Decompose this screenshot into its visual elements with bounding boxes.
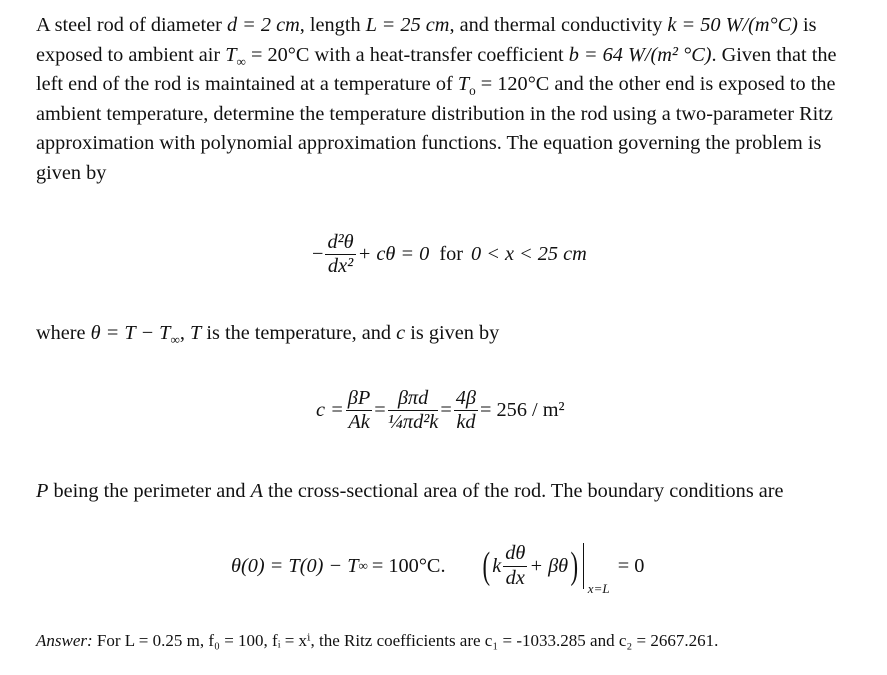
text-segment: is exposed to ambient air [36, 14, 817, 66]
infinity-subscript: ∞ [170, 332, 180, 348]
c-symbol: c [396, 322, 406, 344]
answer-text: For L = 0.25 m, f₀ = 100, fᵢ = xⁱ, the Ritz coefficients are c₁ = -1033.285 and c₂ = 2667.261. [96, 631, 719, 650]
ambient-temp-value: = 20°C [251, 43, 310, 66]
text-segment: A steel rod of diameter [36, 14, 222, 36]
equation-rest: + cθ = 0 [357, 243, 430, 266]
infinity-subscript: ∞ [236, 53, 246, 69]
fraction-denominator: dx² [327, 255, 354, 278]
evaluation-point: x=L [587, 581, 610, 596]
equals-sign: = [440, 399, 452, 422]
area-symbol: A [250, 480, 263, 502]
boundary-condition-left-value: = 100°C. [371, 554, 446, 577]
fraction-denominator: ¼πd²k [387, 411, 439, 434]
text-segment: . Given that the left end of the rod is maintained at a temperature of [36, 43, 837, 96]
length-value: L = 25 cm [365, 14, 450, 36]
answer-label: Answer: [36, 631, 93, 650]
equals-sign: = [374, 399, 386, 422]
temperature-symbol: T [189, 322, 202, 344]
evaluation-bar [583, 543, 610, 596]
answer-line [36, 631, 718, 651]
fraction-numerator: βP [346, 388, 373, 411]
theta-definition: θ = T − T [90, 322, 171, 344]
text-segment: being the perimeter and [53, 480, 246, 502]
fraction-denominator: kd [456, 411, 476, 434]
k-symbol: k [492, 554, 502, 577]
text-segment: , and thermal conductivity [449, 14, 663, 36]
fraction-4beta-over-kd [454, 388, 478, 434]
boundary-conditions: θ(0) = T(0) − T ∞ = 100°C. ( k $\frac{d\theta}{dx}$ + βθ ) x=L = 0 [231, 542, 645, 596]
text-segment: , [179, 322, 190, 344]
conductivity-value: k = 50 W/(m°C) [667, 14, 798, 36]
fraction-beta-p-over-ak [346, 388, 373, 434]
beta-theta-term: + βθ [529, 554, 569, 577]
problem-statement [36, 11, 856, 189]
text-segment: and the other end is exposed to the ambient temperature, determine the temperature distribution in the rod using a two-parameter Ritz approximation with polynomial approximation functions. The equation governing the problem is given by [36, 73, 836, 184]
zero-subscript: o [469, 83, 476, 99]
minus-sign: − [312, 243, 324, 266]
text-segment: , length [299, 14, 361, 36]
fraction-numerator: dθ [503, 543, 527, 566]
c-equation [316, 388, 565, 434]
text-segment: the cross-sectional area of the rod. The boundary conditions are [268, 480, 784, 502]
text-segment: is given by [410, 322, 500, 344]
heat-transfer-coefficient: b = 64 W/(m² °C) [568, 43, 712, 66]
text-segment: where [36, 322, 86, 344]
fraction-denominator: Ak [348, 411, 370, 434]
right-paren: ) [570, 545, 579, 587]
c-lhs: c = [316, 399, 344, 422]
fraction-beta-pi-d [388, 388, 439, 434]
boundary-intro-line [36, 480, 784, 503]
fraction-numerator: d²θ [325, 232, 355, 255]
governing-equation [312, 232, 587, 278]
fraction-numerator: βπd [388, 388, 439, 411]
text-segment: with a heat-transfer coefficient [314, 43, 564, 66]
left-temp-symbol: T [457, 73, 470, 96]
ambient-temp-symbol: T [225, 43, 237, 66]
fraction-numerator: 4β [454, 388, 478, 411]
diameter-value: d = 2 cm [226, 14, 300, 36]
second-derivative-fraction [325, 232, 355, 278]
domain-range: 0 < x < 25 cm [470, 243, 587, 266]
boundary-condition-left: θ(0) = T(0) − T [231, 554, 359, 577]
boundary-condition-right-rhs: = 0 [617, 554, 645, 577]
c-result: = 256 / m² [480, 399, 565, 422]
left-temp-value: = 120°C [480, 73, 550, 96]
left-paren: ( [482, 545, 490, 587]
text-segment: is the temperature, and [206, 322, 392, 344]
derivative-fraction [503, 543, 527, 589]
where-line [36, 322, 500, 348]
for-word: for [439, 243, 463, 266]
fraction-denominator: dx [505, 566, 525, 589]
perimeter-symbol: P [36, 480, 49, 502]
